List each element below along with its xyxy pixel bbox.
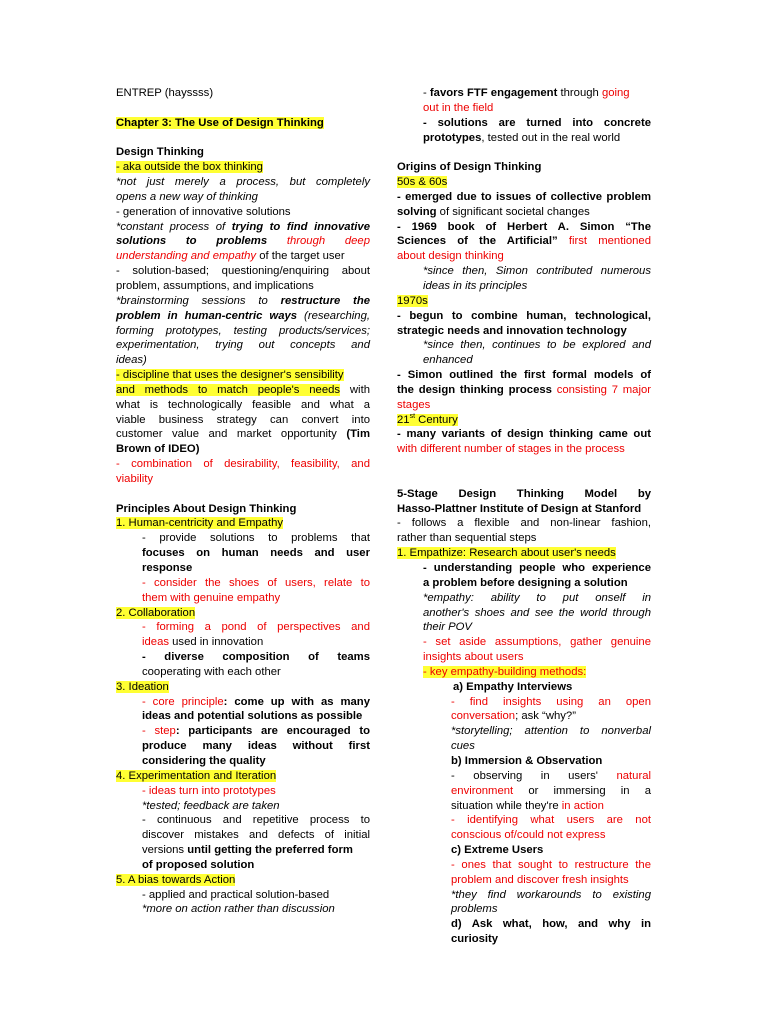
text-line	[116, 175, 370, 190]
text-line	[397, 902, 651, 917]
text-origins-e3b: ideas in its principles	[423, 279, 528, 292]
era-1970s: 1970s	[397, 294, 428, 307]
text-origins-e1a: - emerged due to issues of collective problem	[397, 190, 651, 203]
principle-2-title: 2. Collaboration	[116, 606, 196, 619]
text-line	[397, 116, 651, 131]
text-line	[116, 769, 370, 784]
text-right-top-r1-red: going	[601, 87, 630, 99]
text-line	[116, 695, 370, 710]
text-origins-e6a: - Simon outlined the first formal models of	[397, 369, 651, 382]
text-line	[397, 561, 651, 576]
text-line	[116, 221, 370, 233]
chapter-title: Chapter 3: The Use of Design Thinking	[116, 116, 324, 129]
text-line	[397, 754, 651, 769]
text-model-mc-4: problems	[451, 903, 498, 916]
text-origins-e5a: *since then, continues to be explored and	[423, 339, 651, 352]
text-principles-p2-a2-red: ideas	[142, 636, 170, 649]
text-model-ma-2-tail: ; ask “why?”	[515, 710, 576, 723]
text-line	[397, 190, 651, 205]
text-line	[397, 205, 651, 220]
text-origins-e7a: - many variants of design thinking came out	[397, 428, 651, 441]
text-line	[397, 709, 651, 724]
text-model-s1-b1-pre: *empathy:	[423, 591, 474, 604]
text-origins-e2b-bold: Sciences of the Artificial”	[397, 235, 558, 248]
text-model-s1-c2: insights about users	[423, 651, 524, 664]
text-line	[397, 724, 651, 739]
text-origins-e7b-red: with different number of stages in the process	[397, 443, 625, 456]
text-line	[397, 502, 651, 517]
era-50s-60s: 50s & 60s	[397, 176, 448, 189]
text-line	[397, 799, 651, 814]
method-b-title: b) Immersion & Observation	[451, 754, 603, 767]
text-origins-era3-pre: 21	[397, 413, 410, 426]
text-origins-e1b-tail: of significant societal changes	[436, 205, 590, 218]
left-column	[116, 86, 370, 917]
principle-5-title: 5. A bias towards Action	[116, 873, 236, 886]
text-origins-e4b: strategic needs and innovation technology	[397, 324, 627, 337]
aka-line: - aka outside the box thinking	[116, 161, 263, 174]
text-design-thinking-l3b-bold: solutions to problems	[116, 235, 268, 248]
text-line	[116, 235, 370, 247]
text-line	[116, 427, 370, 442]
text-origins-e3a: *since then, Simon contributed numerous	[423, 265, 651, 278]
text-model-s1-c1: - set aside assumptions, gather genuine	[423, 636, 651, 649]
text-design-thinking-l3c-red: understanding and empathy	[116, 250, 257, 263]
text-line	[397, 324, 651, 339]
era-21st-century	[397, 414, 458, 426]
text-line	[116, 309, 370, 324]
text-model-s1-b1-tail: ability to put onself in	[473, 591, 651, 604]
text-line	[397, 264, 651, 279]
dt-l4b: problem, assumptions, and implications	[116, 279, 314, 292]
text-line	[116, 902, 370, 917]
dt-l4a: - solution-based; questioning/enquiring about	[116, 265, 370, 278]
text-line	[397, 294, 651, 309]
doc-header: ENTREP (hayssss)	[116, 87, 214, 99]
text-line	[397, 338, 651, 353]
text-line	[116, 502, 370, 517]
principle-4-title: 4. Experimentation and Iteration	[116, 769, 277, 782]
text-line	[397, 546, 651, 561]
spacer	[397, 457, 651, 472]
text-origins-e2b-red: first mentioned	[557, 235, 651, 248]
text-line	[397, 487, 651, 502]
dt-l3a-bold: trying to find innovative	[231, 220, 370, 233]
text-line	[397, 413, 651, 428]
text-principles-p3-b2: produce many ideas without first	[142, 740, 370, 753]
text-design-thinking-d4: viable business strategy can convert into	[116, 413, 370, 426]
method-a-title: a) Empathy Interviews	[453, 680, 573, 693]
text-principles-p1-a2: focuses on human needs and user	[142, 547, 370, 560]
text-line	[397, 606, 651, 621]
text-model-mc-1: - ones that sought to restructure the	[451, 858, 651, 871]
text-origins-e2c-red: about design thinking	[397, 250, 504, 263]
text-principles-p1-b1: - consider the shoes of users, relate to	[142, 576, 370, 589]
method-c-title: c) Extreme Users	[451, 844, 544, 857]
text-design-thinking-l5a-bold: restructure the	[280, 294, 370, 307]
text-line	[116, 295, 370, 307]
text-line	[397, 769, 651, 784]
text-line	[116, 650, 370, 665]
text-line	[397, 220, 651, 235]
text-model-s1-a1: - understanding people who experience	[423, 562, 651, 574]
text-line	[423, 592, 651, 604]
text-design-thinking-l3b-red: through deep	[267, 235, 370, 248]
text-line	[116, 561, 370, 576]
text-design-thinking-d3: what is technologically feasible and what a	[116, 398, 370, 411]
text-origins-e6b-red: consisting 7 major	[551, 383, 651, 396]
method-d-title: d) Ask what, how, and why in	[451, 918, 651, 931]
text-principles-p4-b: *tested; feedback are taken	[142, 799, 280, 812]
text-model-mc-3: *they find workarounds to existing	[451, 888, 651, 901]
text-model-mb-3-pre: situation while they're	[451, 799, 562, 812]
text-model-m1b: rather than sequential steps	[397, 532, 537, 545]
text-line	[116, 368, 370, 383]
text-line	[397, 160, 651, 175]
text-line	[116, 709, 370, 724]
text-line	[116, 799, 370, 814]
text-principles-p3-a1-bold: : come up with as many	[223, 695, 370, 708]
discipline-line-2: and methods to match people's needs	[116, 383, 341, 396]
text-principles-p4-a: - ideas turn into prototypes	[142, 784, 276, 797]
text-design-thinking-l5d: experimentation, trying out concepts and	[116, 339, 370, 352]
text-line	[397, 620, 651, 635]
dt-l2: - generation of innovative solutions	[116, 205, 291, 218]
text-design-thinking-l5b-tail: (researching,	[297, 309, 370, 322]
text-principles-p3-b1-bold: : participants are encouraged to	[175, 725, 370, 738]
text-line	[116, 680, 370, 695]
principle-1-title: 1. Human-centricity and Empathy	[116, 517, 284, 530]
text-model-s1-b3: their POV	[423, 621, 472, 634]
text-principles-p4-c3-pre: versions	[142, 844, 188, 857]
text-line	[116, 843, 370, 858]
text-line	[397, 932, 651, 947]
text-principles-p4-c4: of proposed solution	[142, 858, 255, 871]
origins-heading: Origins of Design Thinking	[397, 161, 542, 174]
text-model-m1a: - follows a flexible and non-linear fashion,	[397, 517, 651, 530]
text-line	[116, 353, 370, 368]
text-line	[116, 249, 370, 264]
text-line	[116, 220, 370, 235]
text-design-thinking-l5e: ideas)	[116, 354, 147, 367]
text-line	[397, 784, 651, 799]
text-line	[116, 324, 370, 339]
text-principles-p3-b3: considering the quality	[142, 754, 266, 767]
text-principles-p4-c3-bold: until getting the preferred form	[187, 844, 353, 857]
text-principles-p1-a3: response	[142, 562, 193, 574]
text-line	[116, 190, 370, 205]
text-design-thinking-d5-bold: (Tim	[346, 428, 370, 441]
text-right-top-r4-tail: , tested out in the real world	[481, 131, 621, 144]
stage-1-title: 1. Empathize: Research about user's needs	[397, 547, 616, 560]
text-design-thinking-l5a-pre: *brainstorming sessions to	[116, 294, 281, 307]
text-line	[116, 606, 370, 621]
spacer	[397, 472, 651, 487]
text-origins-era3-post: Century	[415, 413, 458, 426]
text-principles-p2-b2: cooperating with each other	[142, 665, 281, 678]
text-line	[397, 576, 651, 591]
text-model-ma-4: cues	[451, 740, 475, 753]
text-line	[397, 86, 651, 101]
text-right-top-r2-red: out in the field	[423, 101, 494, 114]
text-line	[116, 383, 370, 398]
text-line	[397, 368, 651, 383]
text-line	[397, 739, 651, 754]
text-line	[116, 635, 370, 650]
text-line	[397, 279, 651, 294]
text-line	[397, 843, 651, 858]
text-model-mb-5: conscious of/could not express	[451, 829, 606, 842]
text-line	[397, 175, 651, 190]
text-right-top-r4-bold: prototypes	[423, 131, 482, 144]
text-line	[397, 131, 651, 146]
principles-heading: Principles About Design Thinking	[116, 502, 297, 515]
text-model-mb-4: - identifying what users are not	[451, 814, 651, 827]
text-origins-e6b-bold: the design thinking process	[397, 383, 552, 396]
text-principles-p1-a1: - provide solutions to problems that	[142, 532, 370, 545]
text-line	[116, 546, 370, 561]
text-model-s1-a2: a problem before designing a solution	[423, 576, 628, 589]
text-principles-p2-b1: - diverse composition of teams	[142, 651, 370, 664]
text-principles-p3-a1-red: - core principle	[142, 695, 224, 708]
text-right-top-r3: - solutions are turned into concrete	[423, 116, 651, 129]
text-model-mb-3-red: in action	[561, 799, 604, 812]
text-model-mb-2-red: environment	[451, 784, 514, 797]
combination-line: - combination of desirability, feasibility, and	[116, 458, 370, 471]
text-origins-era3-sup: st	[409, 412, 416, 420]
text-principles-p4-c2: discover mistakes and defects of initial	[142, 829, 370, 842]
text-right-top-r1-bold: favors FTF engagement	[429, 87, 558, 99]
text-line	[397, 309, 651, 324]
text-principles-p3-b1-red: - step	[142, 725, 176, 738]
text-design-thinking-l3a-pre: *constant process of	[116, 220, 232, 233]
text-model-mc-2: problem and discover fresh insights	[451, 873, 629, 886]
text-design-thinking-d6-bold: Brown of IDEO)	[116, 443, 200, 456]
text-principles-p1-b2: them with genuine empathy	[142, 591, 281, 604]
key-methods-line: - key empathy-building methods:	[423, 665, 587, 678]
text-model-ma-2-red: conversation	[451, 710, 516, 723]
text-origins-e5b: enhanced	[423, 354, 473, 367]
text-design-thinking-d5-pre: customer value and market opportunity	[116, 428, 347, 441]
text-origins-e4a: - begun to combine human, technological,	[397, 309, 651, 322]
text-line	[397, 427, 651, 442]
text-origins-e6c-red: stages	[397, 398, 431, 411]
spacer	[116, 131, 370, 146]
text-line	[116, 516, 370, 531]
text-line	[397, 234, 651, 249]
text-design-thinking-l5c: forming prototypes, testing products/services;	[116, 324, 370, 337]
spacer	[397, 145, 651, 160]
model-heading-1: 5-Stage Design Thinking Model by	[397, 487, 651, 500]
text-line	[116, 754, 370, 769]
text-line	[116, 294, 370, 309]
text-line	[397, 888, 651, 903]
text-line	[116, 739, 370, 754]
text-line	[116, 234, 370, 249]
text-line	[397, 680, 651, 695]
text-line	[116, 873, 370, 888]
text-principles-p4-c1: - continuous and repetitive process to	[142, 814, 370, 827]
text-origins-e2a: - 1969 book of Herbert A. Simon “The	[397, 220, 651, 233]
text-line	[397, 353, 651, 368]
text-model-ma-3: *storytelling; attention to nonverbal	[451, 725, 651, 738]
text-principles-p5-a: - applied and practical solution-based	[142, 888, 330, 901]
text-right-top-r1-mid: through	[557, 87, 602, 99]
discipline-line-1: - discipline that uses the designer's sensibility	[116, 369, 344, 382]
text-line	[116, 724, 370, 739]
text-line	[397, 665, 651, 680]
spacer	[116, 101, 370, 116]
text-principles-p2-a1: - forming a pond of perspectives and	[142, 621, 370, 634]
text-line	[397, 917, 651, 932]
text-origins-e1b-bold: solving	[397, 205, 437, 218]
text-model-ma-1: - find insights using an open	[451, 695, 651, 708]
text-line	[116, 310, 370, 322]
dt-l1a: *not just merely a process, but completely	[116, 176, 370, 189]
text-line	[397, 591, 651, 606]
text-line	[116, 145, 370, 160]
text-design-thinking-l5b-bold: problem in human-centric ways	[116, 309, 298, 322]
text-principles-p5-b: *more on action rather than discussion	[142, 903, 335, 916]
principle-3-title: 3. Ideation	[116, 680, 169, 693]
text-model-s1-b2: another's shoes and see the world through	[423, 606, 651, 619]
spacer	[116, 487, 370, 502]
text-design-thinking-l3c-tail: of the target user	[256, 250, 345, 263]
text-line	[397, 383, 651, 398]
design-thinking-heading: Design Thinking	[116, 146, 204, 159]
text-design-thinking-d2-tail: with	[340, 383, 370, 396]
dt-l1b: opens a new way of thinking	[116, 190, 258, 203]
text-line	[116, 442, 370, 457]
text-line	[116, 116, 370, 131]
text-model-mb-1-red: natural	[616, 769, 651, 782]
right-column	[397, 86, 651, 947]
text-line	[116, 338, 370, 353]
text-model-mb-1-pre: - observing in users'	[451, 769, 617, 782]
text-right-top-r1-pre: -	[423, 87, 430, 99]
model-heading-2: Hasso-Plattner Institute of Design at Stanford	[397, 502, 642, 515]
text-principles-p2-a2-tail: used in innovation	[169, 636, 264, 649]
text-principles-p3-a2: ideas and potential solutions as possible	[142, 710, 363, 723]
text-design-thinking-c2: viability	[116, 472, 154, 485]
text-model-mb-2-tail: or immersing in a	[513, 784, 651, 797]
text-line	[116, 160, 370, 175]
text-line	[116, 858, 370, 873]
text-model-md-2: curiosity	[451, 933, 499, 946]
